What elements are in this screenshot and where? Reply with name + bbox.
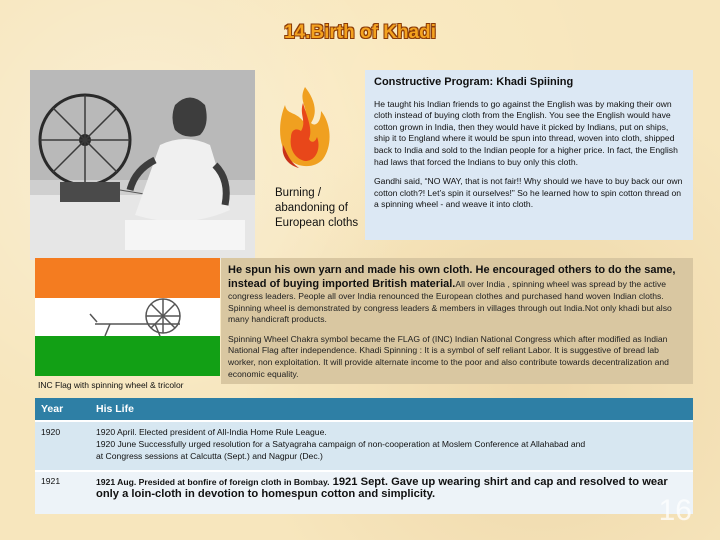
khadi-lead: He spun his own yarn and made his own cloth. He encouraged others to do the same, instead of buying imported British material.	[228, 264, 676, 290]
inc-flag-image	[35, 258, 220, 376]
page-number: 16	[658, 494, 692, 527]
year-cell: 1920	[35, 421, 90, 471]
table-row	[35, 471, 693, 514]
constructive-heading: Constructive Program: Khadi Spiining	[374, 76, 574, 88]
life-line: 1920 June Successfully urged resolution for a Satyagraha campaign of non-cooperation at Moslem Conference at Allahabad and	[96, 439, 586, 449]
constructive-program-box	[365, 70, 693, 240]
khadi-lead-rest: All over India , spinning wheel was spread by the active congress leaders. People all over India renounced the European clothes and purchased hand woven Indian cloths. Spinning wheel is demonstrated by congress leaders & members in villages through out India.Not only khadi but also many handicraft products.	[228, 279, 672, 325]
flag-caption: INC Flag with spinning wheel & tricolor	[38, 380, 184, 390]
his-life-header: His Life	[90, 398, 693, 421]
life-cell	[90, 421, 693, 471]
burning-caption: Burning / abandoning of European cloths	[275, 187, 359, 229]
gandhi-spinning-photo	[30, 70, 255, 260]
life-line: 1920 April. Elected president of All-India Home Rule League.	[96, 427, 327, 437]
constructive-para1: He taught his Indian friends to go against the English was by making their own cloth instead of buying cloth from the English. You see the English would have cotton grown in India, then they would have it picked by Indians, put on ships, ship it to England where it would be spun into thread, woven into cloth, shipped back to India and sold to the Indian people for a higher price. In fact, the English had laws that forced the Indians to buy only this cloth.	[374, 98, 678, 167]
life-line: at Congress sessions at Calcutta (Sept.) and Nagpur (Dec.)	[96, 451, 323, 461]
year-cell: 1921	[35, 471, 90, 514]
constructive-para2: Gandhi said, “NO WAY, that is not fair!! Why should we have to buy back our own cotton cloth?! Let’s spin it ourselves!” So he learned how to spin cotton thread on a spinning wheel - and weave it into cloth.	[374, 176, 683, 210]
year-header: Year	[35, 398, 90, 421]
table-row	[35, 421, 693, 471]
khadi-description-box	[221, 258, 693, 384]
life-line-big: 1921 Sept. Gave up wearing shirt and cap and resolved to wear only a loin-cloth in devotion to homespun cotton and simplicity.	[96, 476, 668, 500]
life-line-small: 1921 Aug. Presided at bonfire of foreign cloth in Bombay.	[96, 477, 330, 487]
flame-icon	[275, 85, 335, 170]
table-header-row	[35, 398, 693, 421]
khadi-para2: Spinning Wheel Chakra symbol became the FLAG of (INC) Indian National Congress which after modified as Indian National Flag after independence. Khadi Spinning : It is a symbol of self reliant Labor. It is suggestive of bread lab worker, non exploitation. It will provide alternate income to the poor and also contribute towards decentralization and economic equality.	[228, 333, 669, 379]
life-timeline-table	[35, 398, 693, 514]
life-cell	[90, 471, 693, 514]
slide-title: 14.Birth of Khadi	[283, 22, 436, 43]
